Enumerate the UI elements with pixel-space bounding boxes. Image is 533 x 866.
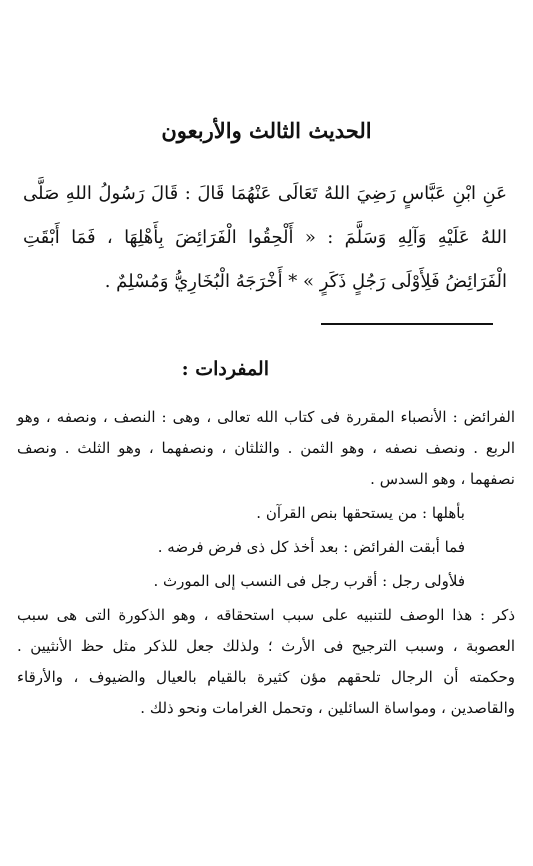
vocabulary-entry-bi-ahliha: بأهلها : من يستحقها بنص القرآن . [256, 504, 465, 522]
vocabulary-list [17, 402, 515, 724]
hadith-text: عَنِ ابْنِ عَبَّاسٍ رَضِيَ اللهُ تَعَالَى عَنْهُمَا قَالَ : قَالَ رَسُولُ اللهِ صَلَّى اللهُ عَلَيْهِ وَآلِهِ وَسَلَّمَ : « أَلْحِقُوا الْفَرَائِضَ بِأَهْلِهَا ، فَمَا أَبْقَتِ الْفَرَائِضُ فَلِأَوْلَى رَجُلٍ ذَكَرٍ » * أَخْرَجَهُ الْبُخَارِيُّ وَمُسْلِمٌ . [23, 183, 507, 292]
vocabulary-entry-faraid: الفرائض : الأنصباء المقررة فى كتاب الله تعالى ، وهى : النصف ، ونصفه ، وهو الربع . ونصف نصفه ، وهو الثمن . والثلثان ، ونصفهما ، وهو الثلث . ونصف نصفهما ، وهو السدس . [17, 408, 515, 488]
vocabulary-entry-fama-abqat: فما أبقت الفرائض : بعد أخذ كل ذى فرض فرضه . [157, 538, 465, 556]
vocabulary-entry-fa-li-awla: فلأولى رجل : أقرب رجل فى النسب إلى المورث . [153, 572, 465, 590]
section-divider [321, 323, 493, 325]
vocabulary-entry-dhakar: ذكر : هذا الوصف للتنبيه على سبب استحقاقه ، وهو الذكورة التى هى سبب العصوبة ، وسبب الترجيح فى الأرث ؛ ولذلك جعل للذكر مثل حظ الأنثيين . وحكمته أن الرجال تلحقهم مؤن كثيرة بالقيام بالعيال والضيوف ، والأرقاء والقاصدين ، ومواساة السائلين ، وتحمل الغرامات ونحو ذلك . [17, 606, 515, 717]
vocabulary-heading: المفردات : [181, 358, 269, 380]
hadith-title: الحديث الثالث والأربعون [161, 118, 372, 143]
